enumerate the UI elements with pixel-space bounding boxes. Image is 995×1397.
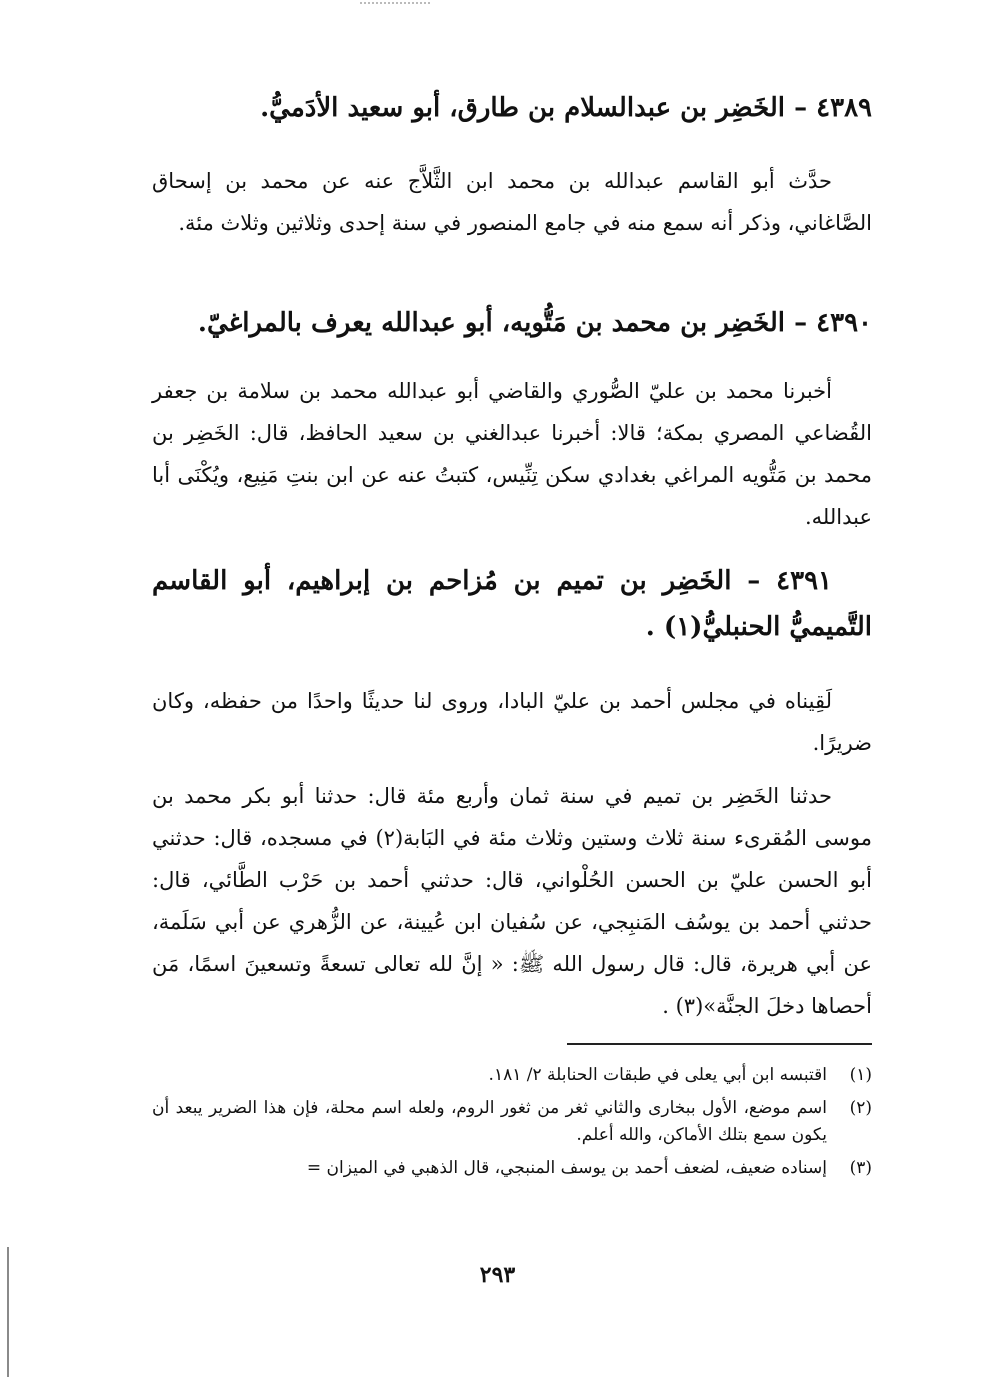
footnote-text: إسناده ضعيف، لضعف أحمد بن يوسف المنبجي، قال الذهبي في الميزان =: [306, 1158, 827, 1178]
entry-heading: ٤٣٨٩ – الخَضِر بن عبدالسلام بن طارق، أبو سعيد الأدَميُّ.: [260, 93, 872, 123]
footnote-1: [152, 1062, 872, 1089]
footnote-2: [152, 1095, 872, 1149]
entry-paragraph: لَقِيناه في مجلس أحمد بن عليّ البادا، وروى لنا حديثًا واحدًا من حفظه، وكان ضريرًا.: [152, 689, 872, 755]
entry-4389-body: [152, 160, 872, 244]
footnotes: [152, 1062, 872, 1188]
entry-paragraph: حدثنا الخَضِر بن تميم في سنة ثمان وأربع مئة قال: حدثنا أبو بكر محمد بن موسى المُقرىء سنة ثلاث وستين وثلاث مئة في البَابة(٢) في مسجده، قال: حدثني أبو الحسن عليّ بن الحسن الحُلْواني، قال: حدثني أحمد بن حَرْب الطَّائي، قال: حدثني أحمد بن يوسُف المَنبِجي، عن سُفيان ابن عُيينة، عن الزُّهري عن أبي سَلَمة، عن أبي هريرة، قال: قال رسول الله ﷺ: « إنَّ لله تعالى تسعةً وتسعينَ اسمًا، مَن أحصاها دخلَ الجنَّة»(٣) .: [152, 784, 872, 1018]
page-number: ٢٩٣: [479, 1262, 516, 1288]
scan-artifact-top: [360, 2, 430, 10]
footnote-number: (٣): [849, 1158, 872, 1178]
entry-4390-body: [152, 370, 872, 538]
entry-4390: [152, 300, 872, 346]
entry-4391-body-1: [152, 680, 872, 764]
entry-heading: ٤٣٩٠ – الخَضِر بن محمد بن مَتُّويه، أبو عبدالله يعرف بالمراغيّ.: [197, 308, 872, 338]
entry-4389: [152, 85, 872, 131]
footnote-3: [152, 1155, 872, 1182]
entry-4391-body-2: [152, 775, 872, 1027]
footnote-number: (١): [849, 1065, 872, 1085]
footnote-number: (٢): [849, 1098, 872, 1118]
entry-4391: [152, 558, 872, 650]
entry-paragraph: أخبرنا محمد بن عليّ الصُّوري والقاضي أبو عبدالله محمد بن سلامة بن جعفر القُضاعي المصري بمكة؛ قالا: أخبرنا عبدالغني بن سعيد الحافظ، قال: الخَضِر بن محمد بن مَتُّويه المراغي بغدادي سكن تِنِّيس، كتبتُ عنه عن ابن بنتِ مَنِيع، ويُكْنَى أبا عبدالله.: [152, 379, 872, 529]
footnote-text: اسم موضع، الأول ببخارى والثاني ثغر من ثغور الروم، ولعله اسم محلة، فإن هذا الضرير يبعد أن يكون سمع بتلك الأماكن، والله أعلم.: [152, 1098, 827, 1145]
footnote-separator: [567, 1043, 872, 1045]
entry-heading: ٤٣٩١ – الخَضِر بن تميم بن مُزاحم بن إبراهيم، أبو القاسم التَّميميُّ الحنبليُّ(١) .: [152, 566, 872, 642]
entry-paragraph: حدَّث أبو القاسم عبدالله بن محمد ابن الثَّلاَّج عنه عن محمد بن إسحاق الصَّاغاني، وذكر أنه سمع منه في جامع المنصور في سنة إحدى وثلاثين وثلاث مئة.: [152, 169, 872, 235]
footnote-text: اقتبسه ابن أبي يعلى في طبقات الحنابلة ٢/ ١٨١.: [488, 1065, 827, 1085]
